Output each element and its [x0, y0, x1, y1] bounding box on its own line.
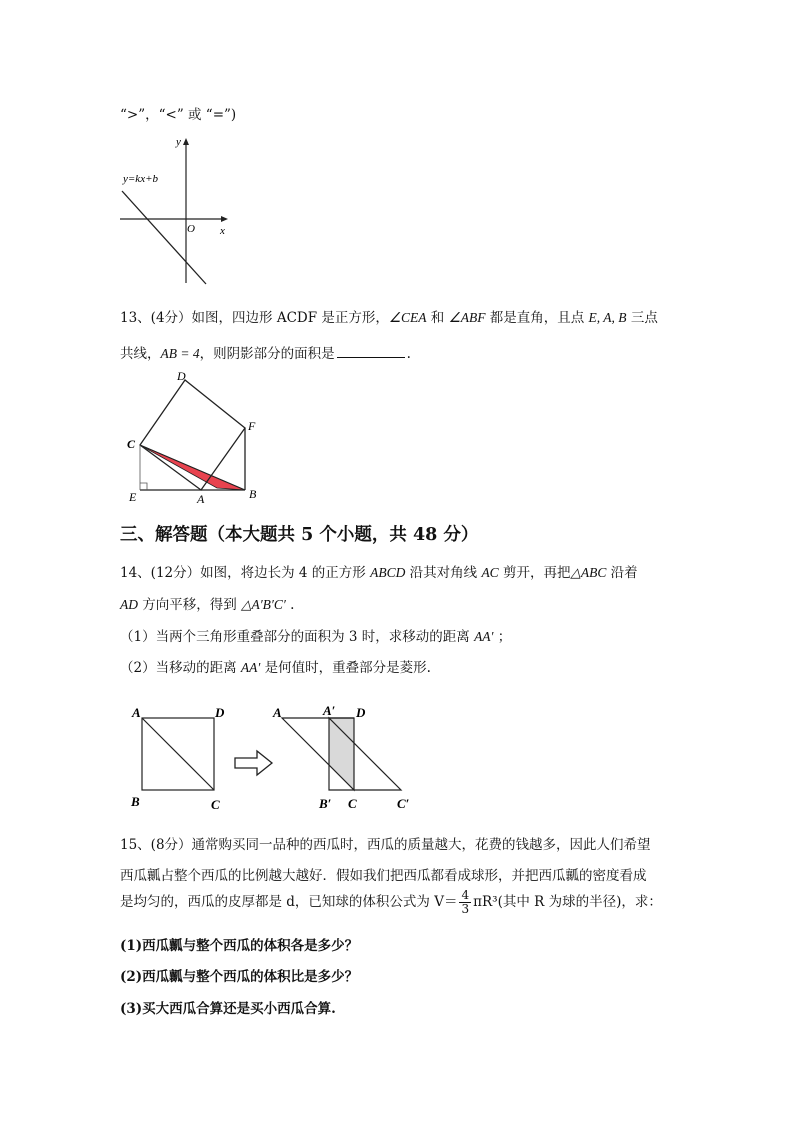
label-d: D	[177, 369, 186, 383]
q13-text-c: 三点	[626, 310, 658, 326]
right-label-d: D	[356, 705, 366, 720]
frac-den: 3	[461, 902, 470, 916]
q13-points: E, A, B	[588, 310, 627, 325]
y-axis-arrow-icon	[183, 138, 189, 145]
q13-text-he: 和	[426, 310, 449, 326]
x-axis-label: x	[220, 225, 225, 237]
q13-equation: AB = 4	[160, 346, 200, 361]
right-label-c: C	[348, 796, 357, 811]
label-c: C	[127, 437, 136, 451]
q14-sub2	[120, 656, 431, 676]
right-label-a: A	[273, 705, 282, 720]
x-axis-arrow-icon	[221, 216, 228, 222]
q15-sub3: (3)买大西瓜合算还是买小西瓜合算.	[120, 1001, 336, 1017]
label-b: B	[249, 487, 257, 501]
right-label-a1: A′	[323, 703, 336, 718]
fraction-four-thirds	[459, 889, 471, 916]
q14-tri: △ABC	[570, 565, 607, 580]
q14-ac: AC	[481, 565, 499, 580]
q15-sub1: (1)西瓜瓤与整个西瓜的体积各是多少？	[120, 938, 359, 954]
q13-text-f: .	[406, 346, 411, 362]
q14-sub1-end: ；	[493, 629, 512, 645]
y-axis-label: y	[176, 136, 181, 148]
left-label-b: B	[131, 794, 140, 809]
q14-text-a: 14、(12分）如图，将边长为 4 的正方形	[120, 565, 371, 581]
frac-num: 4	[461, 888, 470, 902]
linear-function-graph	[118, 133, 238, 288]
q13-angle-abf: ∠ABF	[448, 310, 486, 325]
q15-line2: 西瓜瓤占整个西瓜的比例越大越好．假如我们把西瓜都看成球形，并把西瓜瓤的密度看成	[120, 868, 647, 884]
q14-text-c: 剪开，再把	[498, 565, 571, 581]
q13-text-e: ，则阴影部分的面积是	[199, 346, 335, 362]
label-e: E	[129, 490, 137, 504]
q13-text-d: 共线，	[120, 346, 161, 362]
q13-text-b: 都是直角，且点	[485, 310, 589, 326]
q14-line2	[120, 593, 294, 613]
q14-tri2: △A′B′C′	[241, 597, 286, 612]
answer-blank[interactable]	[337, 345, 405, 358]
origin-label: O	[187, 223, 195, 235]
diagonal-ac	[142, 718, 214, 790]
q14-aa2: AA′	[240, 660, 261, 675]
left-label-a: A	[132, 705, 141, 720]
q14-sub2-text: （2）当移动的距离	[120, 660, 241, 676]
q14-line1	[120, 561, 638, 581]
q13-line2	[120, 342, 411, 362]
right-label-b1: B′	[319, 796, 332, 811]
function-label: y=kx+b	[123, 173, 158, 185]
q13-angle-cea: ∠CEA	[388, 310, 427, 325]
translation-figure	[125, 700, 425, 812]
q13-text-a: 13、(4分）如图，四边形 ACDF 是正方形，	[120, 310, 389, 326]
right-arrow-icon	[235, 751, 272, 775]
q15-line3-end: πR³(其中 R 为球的半径)，求：	[473, 894, 662, 910]
q14-text-f: .	[285, 597, 295, 613]
right-label-c1: C′	[397, 796, 410, 811]
left-label-d: D	[215, 705, 225, 720]
right-angle-mark	[140, 483, 147, 490]
q14-sub1	[120, 625, 511, 645]
section-title: 三、解答题（本大题共 5 个小题，共 48 分）	[120, 525, 479, 545]
overlap-shaded	[329, 718, 354, 790]
label-a: A	[197, 492, 205, 506]
q14-abcd: ABCD	[370, 565, 406, 580]
q14-sub1-text: （1）当两个三角形重叠部分的面积为 3 时，求移动的距离	[120, 629, 475, 645]
q14-text-b: 沿其对角线	[405, 565, 482, 581]
left-label-c: C	[211, 797, 220, 812]
prev-question-tail: “>”，“<” 或 “=”)	[120, 107, 237, 123]
q15-line3-text: 是均匀的，西瓜的皮厚都是 d，已知球的体积公式为 V＝	[120, 894, 458, 910]
q14-aa: AA′	[474, 629, 494, 644]
square-triangle-figure	[125, 368, 270, 508]
function-line	[122, 191, 206, 284]
q15-sub2: (2)西瓜瓤与整个西瓜的体积比是多少？	[120, 969, 359, 985]
q14-text-e: 方向平移，得到	[138, 597, 242, 613]
q14-text-d: 沿着	[606, 565, 638, 581]
q14-ad: AD	[120, 597, 138, 612]
q15-line3	[120, 889, 662, 916]
label-f: F	[248, 419, 256, 433]
q15-line1: 15、(8分）通常购买同一品种的西瓜时，西瓜的质量越大，花费的钱越多，因此人们希望	[120, 837, 651, 853]
q13-line1	[120, 306, 658, 326]
q14-sub2-end: 是何值时，重叠部分是菱形.	[260, 660, 431, 676]
